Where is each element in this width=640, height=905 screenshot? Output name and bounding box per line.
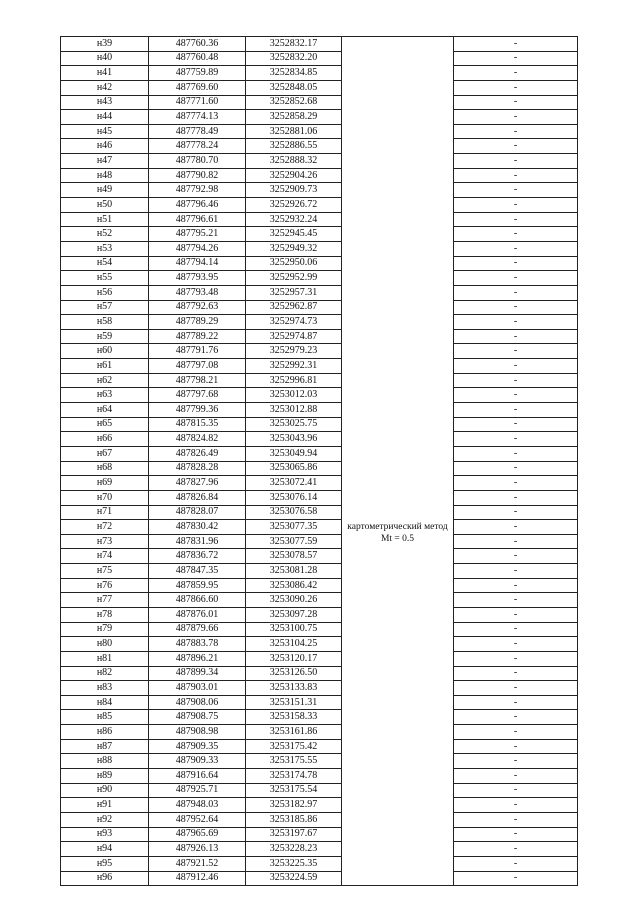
x-coordinate-cell: 487952.64 xyxy=(149,812,246,827)
y-coordinate-cell: 3252945.45 xyxy=(246,227,342,242)
table-row xyxy=(61,461,578,476)
point-id-cell: н42 xyxy=(61,80,149,95)
table-row xyxy=(61,417,578,432)
x-coordinate-cell: 487792.98 xyxy=(149,183,246,198)
precision-cell: - xyxy=(454,359,578,374)
point-id-cell: н58 xyxy=(61,315,149,330)
x-coordinate-cell: 487794.26 xyxy=(149,241,246,256)
x-coordinate-cell: 487778.49 xyxy=(149,124,246,139)
precision-cell: - xyxy=(454,344,578,359)
y-coordinate-cell: 3253072.41 xyxy=(246,476,342,491)
table-row xyxy=(61,432,578,447)
y-coordinate-cell: 3252932.24 xyxy=(246,212,342,227)
table-row xyxy=(61,285,578,300)
point-id-cell: н90 xyxy=(61,783,149,798)
precision-cell: - xyxy=(454,432,578,447)
x-coordinate-cell: 487912.46 xyxy=(149,871,246,886)
y-coordinate-cell: 3253161.86 xyxy=(246,725,342,740)
x-coordinate-cell: 487792.63 xyxy=(149,300,246,315)
point-id-cell: н41 xyxy=(61,66,149,81)
precision-cell: - xyxy=(454,168,578,183)
point-id-cell: н52 xyxy=(61,227,149,242)
y-coordinate-cell: 3252858.29 xyxy=(246,110,342,125)
precision-cell: - xyxy=(454,622,578,637)
point-id-cell: н47 xyxy=(61,154,149,169)
precision-cell: - xyxy=(454,490,578,505)
table-row xyxy=(61,710,578,725)
table-row xyxy=(61,344,578,359)
y-coordinate-cell: 3253120.17 xyxy=(246,651,342,666)
point-id-cell: н65 xyxy=(61,417,149,432)
x-coordinate-cell: 487909.33 xyxy=(149,754,246,769)
y-coordinate-cell: 3252881.06 xyxy=(246,124,342,139)
table-row xyxy=(61,212,578,227)
precision-cell: - xyxy=(454,842,578,857)
precision-cell: - xyxy=(454,681,578,696)
y-coordinate-cell: 3252904.26 xyxy=(246,168,342,183)
y-coordinate-cell: 3253043.96 xyxy=(246,432,342,447)
table-row xyxy=(61,154,578,169)
x-coordinate-cell: 487827.96 xyxy=(149,476,246,491)
y-coordinate-cell: 3253025.75 xyxy=(246,417,342,432)
table-row xyxy=(61,256,578,271)
precision-cell: - xyxy=(454,827,578,842)
x-coordinate-cell: 487796.61 xyxy=(149,212,246,227)
x-coordinate-cell: 487794.14 xyxy=(149,256,246,271)
x-coordinate-cell: 487793.48 xyxy=(149,285,246,300)
precision-cell: - xyxy=(454,66,578,81)
point-id-cell: н96 xyxy=(61,871,149,886)
point-id-cell: н40 xyxy=(61,51,149,66)
y-coordinate-cell: 3253185.86 xyxy=(246,812,342,827)
method-note: картометрический метод Mt = 0.5 xyxy=(347,521,448,545)
precision-cell: - xyxy=(454,388,578,403)
precision-cell: - xyxy=(454,534,578,549)
y-coordinate-cell: 3253197.67 xyxy=(246,827,342,842)
y-coordinate-cell: 3252852.68 xyxy=(246,95,342,110)
precision-cell: - xyxy=(454,183,578,198)
point-id-cell: н55 xyxy=(61,271,149,286)
x-coordinate-cell: 487831.96 xyxy=(149,534,246,549)
table-row xyxy=(61,476,578,491)
table-row xyxy=(61,681,578,696)
x-coordinate-cell: 487798.21 xyxy=(149,373,246,388)
precision-cell: - xyxy=(454,798,578,813)
y-coordinate-cell: 3253158.33 xyxy=(246,710,342,725)
precision-cell: - xyxy=(454,139,578,154)
point-id-cell: н51 xyxy=(61,212,149,227)
point-id-cell: н64 xyxy=(61,403,149,418)
precision-cell: - xyxy=(454,710,578,725)
point-id-cell: н86 xyxy=(61,725,149,740)
x-coordinate-cell: 487828.07 xyxy=(149,505,246,520)
y-coordinate-cell: 3253133.83 xyxy=(246,681,342,696)
precision-cell: - xyxy=(454,403,578,418)
table-row xyxy=(61,373,578,388)
x-coordinate-cell: 487778.24 xyxy=(149,139,246,154)
point-id-cell: н45 xyxy=(61,124,149,139)
y-coordinate-cell: 3253065.86 xyxy=(246,461,342,476)
y-coordinate-cell: 3252974.73 xyxy=(246,315,342,330)
precision-cell: - xyxy=(454,300,578,315)
table-row xyxy=(61,856,578,871)
table-row xyxy=(61,871,578,886)
point-id-cell: н66 xyxy=(61,432,149,447)
y-coordinate-cell: 3252974.87 xyxy=(246,329,342,344)
x-coordinate-cell: 487780.70 xyxy=(149,154,246,169)
x-coordinate-cell: 487815.35 xyxy=(149,417,246,432)
y-coordinate-cell: 3253175.42 xyxy=(246,739,342,754)
point-id-cell: н62 xyxy=(61,373,149,388)
method-cell xyxy=(342,37,454,886)
x-coordinate-cell: 487793.95 xyxy=(149,271,246,286)
precision-cell: - xyxy=(454,666,578,681)
x-coordinate-cell: 487789.22 xyxy=(149,329,246,344)
precision-cell: - xyxy=(454,607,578,622)
point-id-cell: н94 xyxy=(61,842,149,857)
table-row xyxy=(61,754,578,769)
table-row xyxy=(61,227,578,242)
point-id-cell: н82 xyxy=(61,666,149,681)
point-id-cell: н91 xyxy=(61,798,149,813)
point-id-cell: н72 xyxy=(61,520,149,535)
y-coordinate-cell: 3252979.23 xyxy=(246,344,342,359)
precision-cell: - xyxy=(454,80,578,95)
y-coordinate-cell: 3253228.23 xyxy=(246,842,342,857)
precision-cell: - xyxy=(454,578,578,593)
table-row xyxy=(61,695,578,710)
point-id-cell: н67 xyxy=(61,446,149,461)
y-coordinate-cell: 3253225.35 xyxy=(246,856,342,871)
table-row xyxy=(61,37,578,52)
x-coordinate-cell: 487908.75 xyxy=(149,710,246,725)
point-id-cell: н69 xyxy=(61,476,149,491)
point-id-cell: н53 xyxy=(61,241,149,256)
precision-cell: - xyxy=(454,37,578,52)
y-coordinate-cell: 3253100.75 xyxy=(246,622,342,637)
x-coordinate-cell: 487796.46 xyxy=(149,198,246,213)
y-coordinate-cell: 3252962.87 xyxy=(246,300,342,315)
table-row xyxy=(61,842,578,857)
point-id-cell: н59 xyxy=(61,329,149,344)
y-coordinate-cell: 3253090.26 xyxy=(246,593,342,608)
point-id-cell: н61 xyxy=(61,359,149,374)
y-coordinate-cell: 3253012.88 xyxy=(246,403,342,418)
coordinates-table xyxy=(60,36,578,886)
precision-cell: - xyxy=(454,212,578,227)
x-coordinate-cell: 487921.52 xyxy=(149,856,246,871)
point-id-cell: н85 xyxy=(61,710,149,725)
table-row xyxy=(61,593,578,608)
table-row xyxy=(61,198,578,213)
point-id-cell: н54 xyxy=(61,256,149,271)
table-row xyxy=(61,739,578,754)
y-coordinate-cell: 3253012.03 xyxy=(246,388,342,403)
table-row xyxy=(61,783,578,798)
y-coordinate-cell: 3252886.55 xyxy=(246,139,342,154)
precision-cell: - xyxy=(454,373,578,388)
x-coordinate-cell: 487899.34 xyxy=(149,666,246,681)
precision-cell: - xyxy=(454,154,578,169)
y-coordinate-cell: 3253175.55 xyxy=(246,754,342,769)
x-coordinate-cell: 487830.42 xyxy=(149,520,246,535)
table-row xyxy=(61,95,578,110)
y-coordinate-cell: 3253081.28 xyxy=(246,564,342,579)
table-row xyxy=(61,403,578,418)
point-id-cell: н71 xyxy=(61,505,149,520)
table-row xyxy=(61,66,578,81)
x-coordinate-cell: 487828.28 xyxy=(149,461,246,476)
x-coordinate-cell: 487903.01 xyxy=(149,681,246,696)
y-coordinate-cell: 3252909.73 xyxy=(246,183,342,198)
table-row xyxy=(61,725,578,740)
y-coordinate-cell: 3252950.06 xyxy=(246,256,342,271)
point-id-cell: н43 xyxy=(61,95,149,110)
precision-cell: - xyxy=(454,256,578,271)
x-coordinate-cell: 487799.36 xyxy=(149,403,246,418)
y-coordinate-cell: 3253077.59 xyxy=(246,534,342,549)
table-row xyxy=(61,388,578,403)
x-coordinate-cell: 487790.82 xyxy=(149,168,246,183)
precision-cell: - xyxy=(454,754,578,769)
precision-cell: - xyxy=(454,505,578,520)
y-coordinate-cell: 3253078.57 xyxy=(246,549,342,564)
table-row xyxy=(61,241,578,256)
table-row xyxy=(61,271,578,286)
point-id-cell: н57 xyxy=(61,300,149,315)
precision-cell: - xyxy=(454,51,578,66)
precision-cell: - xyxy=(454,783,578,798)
x-coordinate-cell: 487847.35 xyxy=(149,564,246,579)
table-row xyxy=(61,637,578,652)
precision-cell: - xyxy=(454,651,578,666)
y-coordinate-cell: 3252992.31 xyxy=(246,359,342,374)
table-row xyxy=(61,798,578,813)
x-coordinate-cell: 487866.60 xyxy=(149,593,246,608)
table-row xyxy=(61,124,578,139)
y-coordinate-cell: 3253086.42 xyxy=(246,578,342,593)
point-id-cell: н87 xyxy=(61,739,149,754)
x-coordinate-cell: 487909.35 xyxy=(149,739,246,754)
x-coordinate-cell: 487925.71 xyxy=(149,783,246,798)
point-id-cell: н88 xyxy=(61,754,149,769)
precision-cell: - xyxy=(454,329,578,344)
point-id-cell: н78 xyxy=(61,607,149,622)
table-row xyxy=(61,666,578,681)
y-coordinate-cell: 3253151.31 xyxy=(246,695,342,710)
x-coordinate-cell: 487948.03 xyxy=(149,798,246,813)
point-id-cell: н76 xyxy=(61,578,149,593)
y-coordinate-cell: 3253182.97 xyxy=(246,798,342,813)
table-row xyxy=(61,827,578,842)
precision-cell: - xyxy=(454,95,578,110)
x-coordinate-cell: 487926.13 xyxy=(149,842,246,857)
table-row xyxy=(61,622,578,637)
point-id-cell: н49 xyxy=(61,183,149,198)
coordinates-table-body xyxy=(61,37,578,886)
precision-cell: - xyxy=(454,198,578,213)
y-coordinate-cell: 3252888.32 xyxy=(246,154,342,169)
precision-cell: - xyxy=(454,285,578,300)
y-coordinate-cell: 3252957.31 xyxy=(246,285,342,300)
table-row xyxy=(61,329,578,344)
x-coordinate-cell: 487824.82 xyxy=(149,432,246,447)
y-coordinate-cell: 3252949.32 xyxy=(246,241,342,256)
x-coordinate-cell: 487791.76 xyxy=(149,344,246,359)
point-id-cell: н95 xyxy=(61,856,149,871)
table-row xyxy=(61,490,578,505)
y-coordinate-cell: 3252952.99 xyxy=(246,271,342,286)
point-id-cell: н46 xyxy=(61,139,149,154)
table-row xyxy=(61,549,578,564)
x-coordinate-cell: 487760.48 xyxy=(149,51,246,66)
y-coordinate-cell: 3253126.50 xyxy=(246,666,342,681)
x-coordinate-cell: 487965.69 xyxy=(149,827,246,842)
point-id-cell: н89 xyxy=(61,769,149,784)
precision-cell: - xyxy=(454,271,578,286)
y-coordinate-cell: 3252834.85 xyxy=(246,66,342,81)
y-coordinate-cell: 3252996.81 xyxy=(246,373,342,388)
table-row xyxy=(61,564,578,579)
precision-cell: - xyxy=(454,227,578,242)
point-id-cell: н83 xyxy=(61,681,149,696)
precision-cell: - xyxy=(454,520,578,535)
x-coordinate-cell: 487859.95 xyxy=(149,578,246,593)
point-id-cell: н81 xyxy=(61,651,149,666)
precision-cell: - xyxy=(454,549,578,564)
point-id-cell: н80 xyxy=(61,637,149,652)
precision-cell: - xyxy=(454,124,578,139)
x-coordinate-cell: 487789.29 xyxy=(149,315,246,330)
table-row xyxy=(61,139,578,154)
precision-cell: - xyxy=(454,564,578,579)
precision-cell: - xyxy=(454,110,578,125)
x-coordinate-cell: 487916.64 xyxy=(149,769,246,784)
y-coordinate-cell: 3253076.14 xyxy=(246,490,342,505)
table-row xyxy=(61,300,578,315)
x-coordinate-cell: 487759.89 xyxy=(149,66,246,81)
table-row xyxy=(61,359,578,374)
point-id-cell: н93 xyxy=(61,827,149,842)
precision-cell: - xyxy=(454,695,578,710)
y-coordinate-cell: 3252832.20 xyxy=(246,51,342,66)
y-coordinate-cell: 3252926.72 xyxy=(246,198,342,213)
x-coordinate-cell: 487795.21 xyxy=(149,227,246,242)
point-id-cell: н60 xyxy=(61,344,149,359)
table-row xyxy=(61,51,578,66)
y-coordinate-cell: 3253224.59 xyxy=(246,871,342,886)
point-id-cell: н77 xyxy=(61,593,149,608)
precision-cell: - xyxy=(454,476,578,491)
precision-cell: - xyxy=(454,856,578,871)
point-id-cell: н39 xyxy=(61,37,149,52)
y-coordinate-cell: 3253175.54 xyxy=(246,783,342,798)
precision-cell: - xyxy=(454,725,578,740)
precision-cell: - xyxy=(454,315,578,330)
point-id-cell: н44 xyxy=(61,110,149,125)
table-row xyxy=(61,168,578,183)
x-coordinate-cell: 487876.01 xyxy=(149,607,246,622)
y-coordinate-cell: 3252848.05 xyxy=(246,80,342,95)
table-row xyxy=(61,578,578,593)
point-id-cell: н79 xyxy=(61,622,149,637)
precision-cell: - xyxy=(454,637,578,652)
table-row xyxy=(61,110,578,125)
table-row xyxy=(61,80,578,95)
x-coordinate-cell: 487908.98 xyxy=(149,725,246,740)
x-coordinate-cell: 487797.68 xyxy=(149,388,246,403)
x-coordinate-cell: 487896.21 xyxy=(149,651,246,666)
point-id-cell: н92 xyxy=(61,812,149,827)
table-row xyxy=(61,812,578,827)
table-row xyxy=(61,651,578,666)
x-coordinate-cell: 487760.36 xyxy=(149,37,246,52)
point-id-cell: н63 xyxy=(61,388,149,403)
precision-cell: - xyxy=(454,593,578,608)
table-row xyxy=(61,534,578,549)
table-row xyxy=(61,505,578,520)
x-coordinate-cell: 487826.84 xyxy=(149,490,246,505)
x-coordinate-cell: 487826.49 xyxy=(149,446,246,461)
precision-cell: - xyxy=(454,241,578,256)
x-coordinate-cell: 487883.78 xyxy=(149,637,246,652)
point-id-cell: н75 xyxy=(61,564,149,579)
x-coordinate-cell: 487908.06 xyxy=(149,695,246,710)
precision-cell: - xyxy=(454,812,578,827)
precision-cell: - xyxy=(454,446,578,461)
point-id-cell: н68 xyxy=(61,461,149,476)
precision-cell: - xyxy=(454,739,578,754)
point-id-cell: н74 xyxy=(61,549,149,564)
table-row xyxy=(61,183,578,198)
table-row xyxy=(61,607,578,622)
y-coordinate-cell: 3253174.78 xyxy=(246,769,342,784)
point-id-cell: н48 xyxy=(61,168,149,183)
y-coordinate-cell: 3253049.94 xyxy=(246,446,342,461)
point-id-cell: н50 xyxy=(61,198,149,213)
x-coordinate-cell: 487769.60 xyxy=(149,80,246,95)
y-coordinate-cell: 3253076.58 xyxy=(246,505,342,520)
point-id-cell: н73 xyxy=(61,534,149,549)
x-coordinate-cell: 487836.72 xyxy=(149,549,246,564)
precision-cell: - xyxy=(454,461,578,476)
point-id-cell: н56 xyxy=(61,285,149,300)
y-coordinate-cell: 3252832.17 xyxy=(246,37,342,52)
table-row xyxy=(61,315,578,330)
y-coordinate-cell: 3253077.35 xyxy=(246,520,342,535)
point-id-cell: н84 xyxy=(61,695,149,710)
y-coordinate-cell: 3253097.28 xyxy=(246,607,342,622)
table-row xyxy=(61,520,578,535)
precision-cell: - xyxy=(454,417,578,432)
x-coordinate-cell: 487771.60 xyxy=(149,95,246,110)
x-coordinate-cell: 487797.08 xyxy=(149,359,246,374)
x-coordinate-cell: 487879.66 xyxy=(149,622,246,637)
table-row xyxy=(61,769,578,784)
point-id-cell: н70 xyxy=(61,490,149,505)
table-row xyxy=(61,446,578,461)
x-coordinate-cell: 487774.13 xyxy=(149,110,246,125)
precision-cell: - xyxy=(454,871,578,886)
y-coordinate-cell: 3253104.25 xyxy=(246,637,342,652)
precision-cell: - xyxy=(454,769,578,784)
